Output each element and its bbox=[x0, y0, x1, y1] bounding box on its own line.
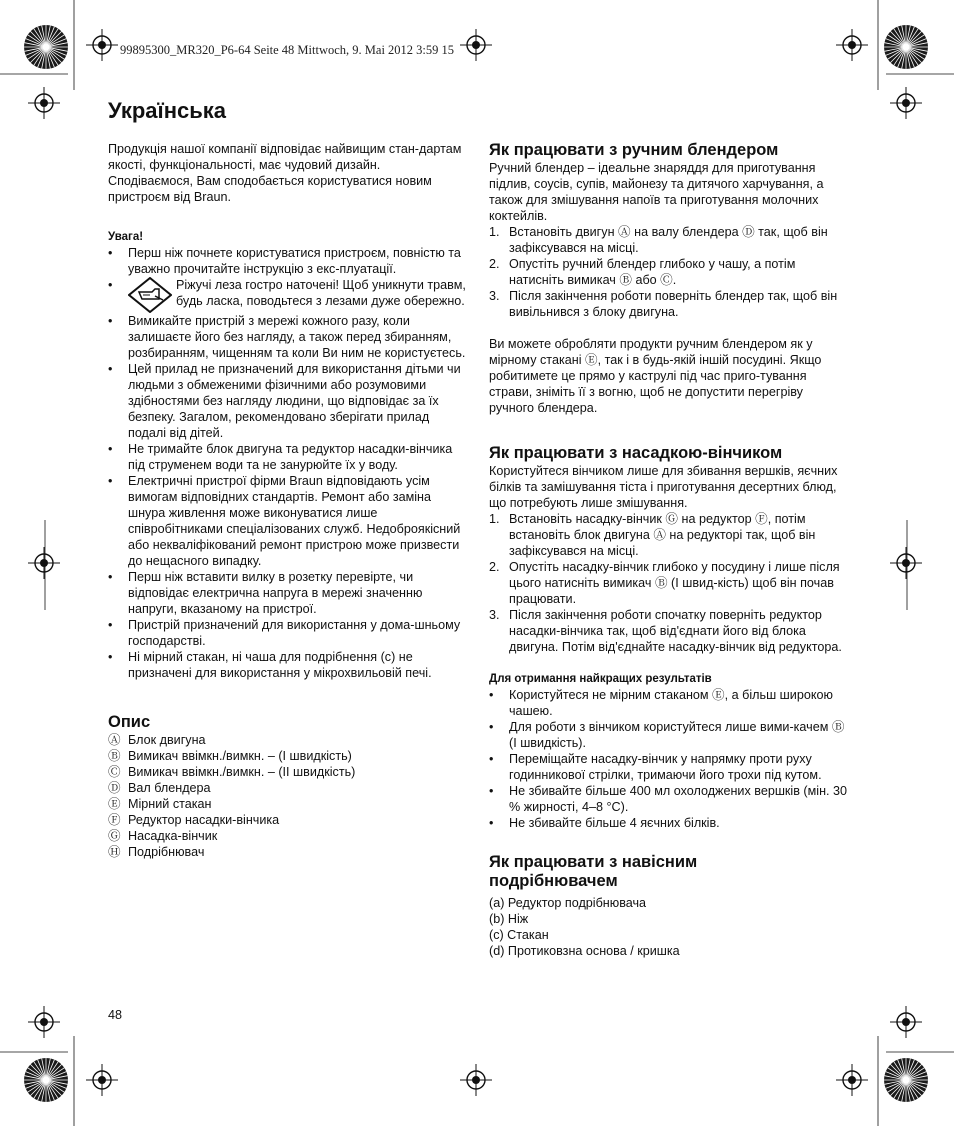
step-item: 1. Встановіть двигун Ⓐ на валу блендера Ⓓ так, щоб він зафіксувався на місці. bbox=[489, 225, 828, 255]
hand-blender-title: Як працювати з ручним блендером bbox=[489, 141, 779, 159]
step-item: 2. Опустіть насадку-вінчик глибоко у посудину і лише після цього натисніть вимикач Ⓑ (I швид-кість) щоб він почав працювати. bbox=[489, 560, 840, 606]
sharp-blade-warning-text: • Ріжучі леза гостро наточені! Щоб уникнути травм, будь ласка, поводьтеся з лезами дуже обережно. bbox=[176, 278, 466, 308]
step-item: 2. Опустіть ручний блендер глибоко у чашу, а потім натисніть вимикач Ⓑ або Ⓒ. bbox=[489, 257, 796, 287]
warning-title: Увага! bbox=[108, 231, 144, 243]
whisk-tips-title: Для отримання найкращих результатів bbox=[489, 673, 712, 685]
description-item: Ⓗ Подрібнювач bbox=[108, 845, 205, 859]
warning-item: • Вимикайте пристрій з мережі кожного разу, коли залишаєте його без нагляду, а також перед збиранням, розбиранням, чищенням та коли Ви ним не користуєтесь. bbox=[108, 313, 468, 361]
step-item: 1. Встановіть насадку-вінчик Ⓖ на редуктор Ⓕ, потім встановіть блок двигуна Ⓐ на редукторі так, щоб він зафіксувався на місці. bbox=[489, 512, 816, 558]
description-title: Опис bbox=[108, 713, 151, 731]
tip-item: • Переміщайте насадку-вінчик у напрямку проти руху годинникової стрілки, тримаючи його трохи під кутом. bbox=[489, 751, 849, 783]
print-slug: 99895300_MR320_P6-64 Seite 48 Mittwoch, 9. Mai 2012 3:59 15 bbox=[120, 43, 455, 57]
warning-item: • Перш ніж вставити вилку в розетку перевірте, чи відповідає електрична напруга в мережі значенню напруги, вказаному на пристрої. bbox=[108, 569, 468, 617]
hand-blender-note: Ви можете обробляти продукти ручним блендером як у мірному стакані Ⓔ, так і в будь-якій іншій посудині. Якщо робитимете це прямо у каструлі під час приго-тування страви, зніміть її з вогню, щоб не допустити перегріву ручного блендера. bbox=[489, 337, 822, 415]
chopper-item: (c) Стакан bbox=[489, 928, 549, 942]
whisk-intro: Користуйтеся вінчиком лише для збивання вершків, яєчних білків та замішування тіста і приготування десертних блюд, що потребують лише змішування. bbox=[489, 464, 838, 510]
warning-item: • Пристрій призначений для використання у дома-шньому господарстві. bbox=[108, 617, 468, 649]
tip-item: • Не збивайте більше 4 яєчних білків. bbox=[489, 815, 849, 831]
tip-item: • Не збивайте більше 400 мл охолоджених вершків (мін. 30 % жирності, 4–8 °C). bbox=[489, 783, 849, 815]
description-item: Ⓕ Редуктор насадки-вінчика bbox=[108, 813, 280, 827]
warning-item: • Цей прилад не призначений для використання дітьми чи людьми з обмеженими фізичними або розумовими здібностями без нагляду людини, що відповідає за їх безпеку. Загалом, рекомендовано зберігати прилад подалі від дітей. bbox=[108, 361, 468, 441]
chopper-item: (a) Редуктор подрібнювача bbox=[489, 896, 647, 910]
description-item: Ⓓ Вал блендера bbox=[108, 781, 211, 795]
hand-blender-intro: Ручний блендер – ідеальне знаряддя для приготування підлив, соусів, супів, майонезу та дитячого харчування, а також для змішування напоїв та приготування молочних коктейлів. bbox=[489, 161, 824, 223]
tip-item: • Користуйтеся не мірним стаканом Ⓔ, а більш широкою чашею. bbox=[489, 687, 849, 719]
chopper-title: Як працювати з навісним подрібнювачем bbox=[489, 853, 698, 890]
chopper-item: (d) Протиковзна основа / кришка bbox=[489, 944, 680, 958]
chopper-item: (b) Ніж bbox=[489, 912, 529, 926]
intro-paragraph-1: Продукція нашої компанії відповідає найвищим стан-дартам якості, функціональності, має чудовий дизайн. bbox=[108, 142, 462, 172]
step-item: 3. Після закінчення роботи поверніть блендер так, щоб він вивільнився з блоку двигуна. bbox=[489, 289, 838, 319]
description-item: Ⓐ Блок двигуна bbox=[108, 733, 206, 747]
page-title: Українська bbox=[108, 98, 227, 123]
description-item: Ⓑ Вимикач ввімкн./вимкн. – (I швидкість) bbox=[108, 749, 352, 763]
warning-item: • Електричні пристрої фірми Braun відповідають усім вимогам відповідних стандартів. Ремонт або заміна шнура живлення може виконуватися лише співробітниками спеціалізованих служб. Недоброякісний або некваліфікований ремонт пристрою може призвести до нещасного випадку. bbox=[108, 473, 468, 569]
description-item: Ⓖ Насадка-вінчик bbox=[108, 829, 218, 843]
tip-item: • Для роботи з вінчиком користуйтеся лише вими-качем Ⓑ (I швидкість). bbox=[489, 719, 849, 751]
description-item: Ⓔ Мірний стакан bbox=[108, 797, 212, 811]
warning-item: • Ні мірний стакан, ні чаша для подрібнення (c) не призначені для використання у мікрохвильовій печі. bbox=[108, 649, 468, 681]
page-number: 48 bbox=[108, 1008, 123, 1022]
intro-paragraph-2: Сподіваємося, Вам сподобається користуватися новим пристроєм від Braun. bbox=[108, 174, 432, 204]
whisk-title: Як працювати з насадкою-вінчиком bbox=[489, 444, 783, 462]
warning-item: • Перш ніж почнете користуватися пристроєм, повністю та уважно прочитайте інструкцію з екс-плуатації. bbox=[108, 245, 468, 277]
description-item: Ⓒ Вимикач ввімкн./вимкн. – (II швидкість) bbox=[108, 765, 356, 779]
warning-item: • Не тримайте блок двигуна та редуктор насадки-вінчика під струменем води та не занурюйте їх у воду. bbox=[108, 441, 468, 473]
step-item: 3. Після закінчення роботи спочатку поверніть редуктор насадки-вінчика так, щоб від'єднати його від блока двигуна. Потім від'єднайте насадку-вінчик від редуктора. bbox=[489, 608, 842, 654]
